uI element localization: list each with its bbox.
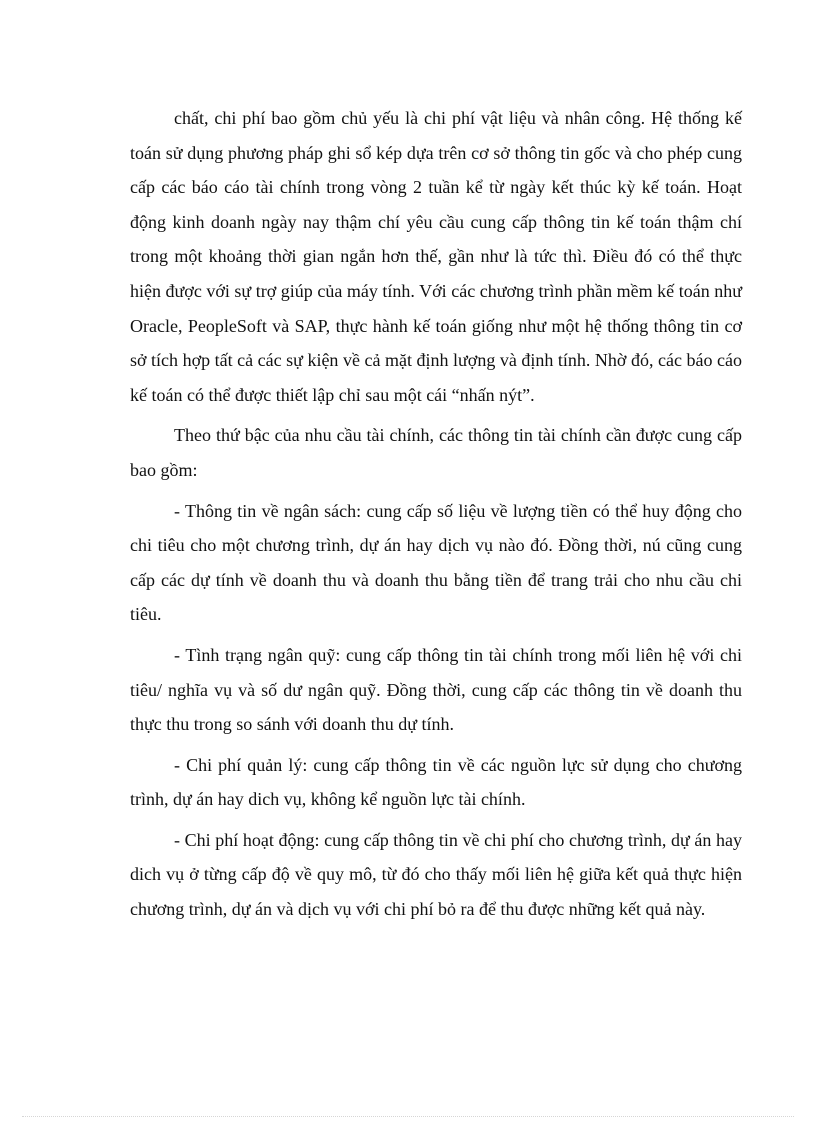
- paragraph-operating-cost: - Chi phí hoạt động: cung cấp thông tin về chi phí cho chương trình, dự án hay dich vụ ở từng cấp độ về quy mô, từ đó cho thấy mối liên hệ giữa kết quả thực hiện chương trình, dự án và dịch vụ với chi phí bỏ ra để thu được những kết quả này.: [130, 829, 742, 920]
- page-bottom-divider: [22, 1116, 794, 1117]
- paragraph-accounting-systems: chất, chi phí bao gồm chủ yếu là chi phí vật liệu và nhân công. Hệ thống kế toán sử dụng phương pháp ghi sổ kép dựa trên cơ sở thông tin gốc và cho phép cung cấp các báo cáo tài chính trong vòng 2 tuần kể từ ngày kết thúc kỳ kế toán. Hoạt động kinh doanh ngày nay thậm chí yêu cầu cung cấp thông tin kế toán thậm chí trong một khoảng thời gian ngắn hơn thế, gần như là tức thì. Điều đó có thể thực hiện được với sự trợ giúp của máy tính. Với các chương trình phần mềm kế toán như Oracle, PeopleSoft và SAP, thực hành kế toán giống như một hệ thống thông tin cơ sở tích hợp tất cả các sự kiện về cả mặt định lượng và định tính. Nhờ đó, các báo cáo kế toán có thể được thiết lập chỉ sau một cái “nhấn nýt”.: [130, 108, 742, 405]
- paragraph-budget-info: - Thông tin về ngân sách: cung cấp số liệu về lượng tiền có thể huy động cho chi tiêu cho một chương trình, dự án hay dịch vụ nào đó. Đồng thời, nú cũng cung cấp các dự tính về doanh thu và doanh thu bằng tiền để trang trải cho nhu cầu chi tiêu.: [130, 500, 742, 625]
- paragraph-management-cost: - Chi phí quản lý: cung cấp thông tin về các nguồn lực sử dụng cho chương trình, dự án hay dich vụ, không kể nguồn lực tài chính.: [130, 754, 742, 810]
- document-body: [130, 101, 742, 927]
- paragraph-financial-needs-intro: Theo thứ bậc của nhu cầu tài chính, các thông tin tài chính cần được cung cấp bao gồm:: [130, 425, 742, 480]
- paragraph-fund-status: - Tình trạng ngân quỹ: cung cấp thông tin tài chính trong mối liên hệ với chi tiêu/ nghĩa vụ và số dư ngân quỹ. Đồng thời, cung cấp các thông tin về doanh thu thực thu trong so sánh với doanh thu dự tính.: [130, 644, 742, 735]
